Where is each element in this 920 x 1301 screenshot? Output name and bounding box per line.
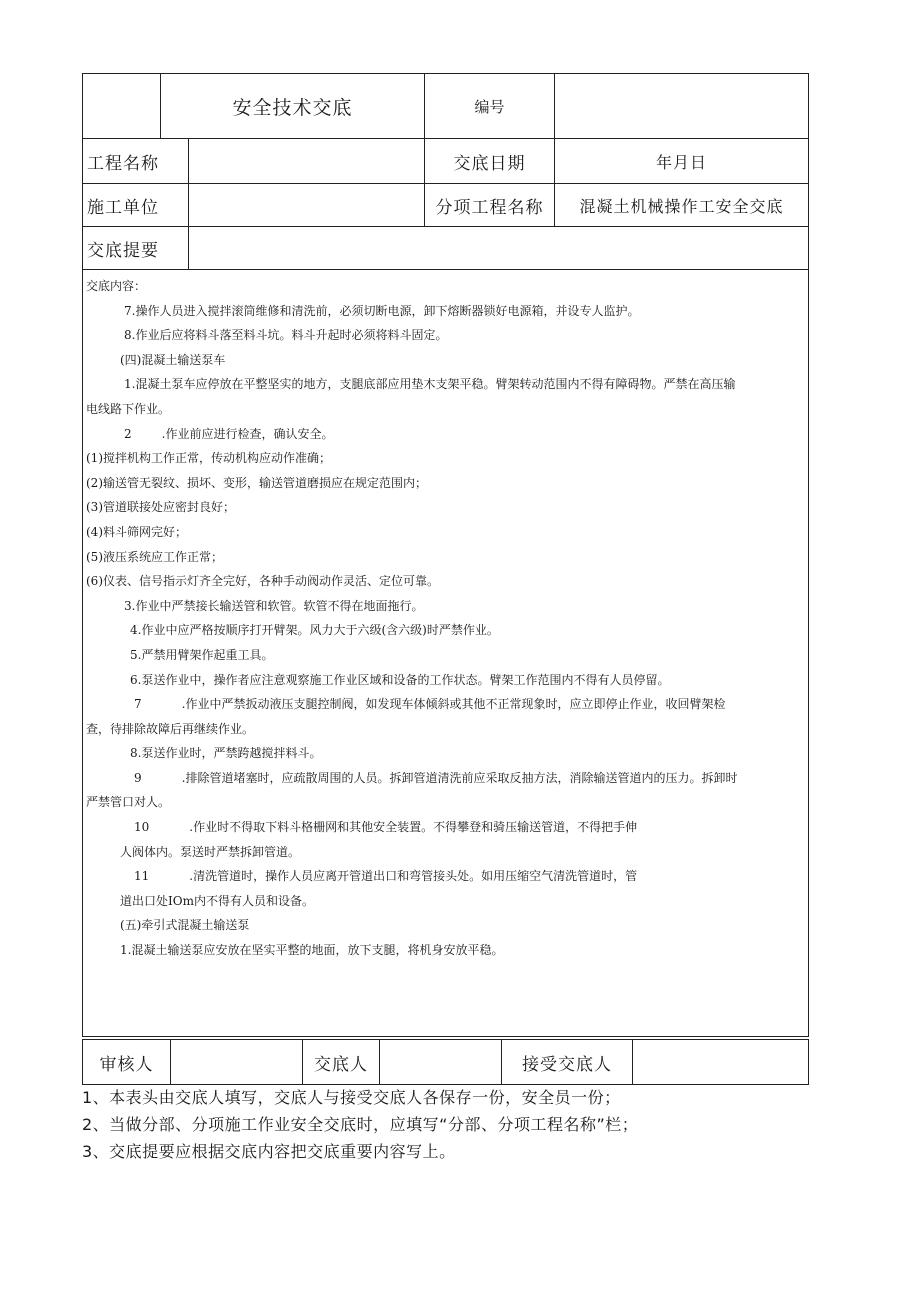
- note-item: 3、交底提要应根据交底内容把交底重要内容写上。: [82, 1142, 456, 1161]
- content-line: (6)仪表、信号指示灯齐全完好，各种手动阀动作灵活、定位可靠。: [86, 574, 440, 589]
- content-heading: 交底内容：: [86, 279, 147, 293]
- presenter-label: 交底人: [303, 1040, 380, 1085]
- item-text: 作业前应进行检查，确认安全。: [165, 426, 334, 441]
- item-text: 作业中严禁扳动液压支腿控制阀，如发现车体倾斜或其他不正常现象时，应立即停止作业，收回臂架检: [185, 697, 726, 712]
- content-line: 5.严禁用臂架作起重工具。: [130, 647, 274, 662]
- content-line: 道出口处IOm内不得有人员和设备。: [120, 893, 314, 908]
- content-line: (4)料斗筛网完好；: [86, 524, 187, 539]
- summary-field[interactable]: [189, 227, 809, 270]
- date-label: 交底日期: [425, 139, 555, 184]
- receiver-field[interactable]: [633, 1040, 809, 1085]
- form-notes: [82, 1084, 638, 1165]
- content-line: 3.作业中严禁接长输送管和软管。软管不得在地面拖行。: [124, 598, 424, 613]
- content-line: (1)搅拌机构工作正常，传动机构应动作准确；: [86, 451, 331, 466]
- content-line: 8.泵送作业时，严禁跨越搅拌料斗。: [130, 746, 322, 761]
- item-number: 11: [134, 869, 150, 884]
- number-field[interactable]: [555, 74, 809, 139]
- item-number: 9: [134, 770, 142, 785]
- project-name-field[interactable]: [189, 139, 425, 184]
- content-line: (5)液压系统应工作正常；: [86, 549, 223, 564]
- section-heading: (五)牵引式混凝土输送泵: [120, 918, 250, 933]
- construction-unit-label: 施工单位: [83, 184, 189, 227]
- construction-unit-field[interactable]: [189, 184, 425, 227]
- content-line: 1.混凝土泵车应停放在平整坚实的地方，支腿底部应用垫木支架平稳。臂架转动范围内不得有障碍物。严禁在高压输: [124, 377, 736, 392]
- content-line: 11 .清洗管道时，操作人员应离开管道出口和弯管接头处。如用压缩空气清洗管道时，管: [134, 869, 638, 884]
- item-text: 排除管道堵塞时，应疏散周围的人员。拆卸管道清洗前应采取反抽方法，消除输送管道内的压力。拆卸时: [185, 770, 738, 785]
- content-line: 7 .作业中严禁扳动液压支腿控制阀，如发现车体倾斜或其他不正常现象时，应立即停止作业，收回臂架检: [134, 697, 726, 712]
- signature-table: [82, 1039, 809, 1085]
- content-line: 9 .排除管道堵塞时，应疏散周围的人员。拆卸管道清洗前应采取反抽方法，消除输送管道内的压力。拆卸时: [134, 770, 738, 785]
- sub-project-label: 分项工程名称: [425, 184, 555, 227]
- item-text: 作业时不得取下料斗格栅网和其他安全装置。不得攀登和骑压输送管道，不得把手伸: [193, 820, 638, 835]
- item-number: 10: [134, 820, 150, 835]
- presenter-field[interactable]: [380, 1040, 502, 1085]
- item-number: 7: [134, 697, 142, 712]
- summary-label: 交底提要: [83, 227, 189, 270]
- briefing-content: [83, 270, 809, 1037]
- project-name-label: 工程名称: [83, 139, 189, 184]
- content-line: 1.混凝土输送泵应安放在坚实平整的地面，放下支腿，将机身安放平稳。: [120, 943, 504, 958]
- content-line: 10 .作业时不得取下料斗格栅网和其他安全装置。不得攀登和骑压输送管道，不得把手伸: [134, 820, 638, 835]
- date-field[interactable]: 年月日: [555, 139, 809, 184]
- content-line: 7.操作人员进入搅拌滚筒维修和清洗前，必须切断电源，卸下熔断器锁好电源箱，并设专人监护。: [124, 303, 640, 318]
- number-label: 编号: [425, 74, 555, 139]
- content-line: 人阀体内。泵送时严禁拆卸管道。: [120, 844, 301, 859]
- safety-briefing-form: [82, 73, 809, 1037]
- content-line: 2 .作业前应进行检查，确认安全。: [124, 426, 334, 441]
- content-line: 4.作业中应严格按顺序打开臂架。风力大于六级(含六级)时严禁作业。: [130, 623, 499, 638]
- reviewer-label: 审核人: [83, 1040, 171, 1085]
- form-title: 安全技术交底: [161, 74, 425, 139]
- content-line: (3)管道联接处应密封良好；: [86, 500, 235, 515]
- header-blank-cell: [83, 74, 161, 139]
- receiver-label: 接受交底人: [502, 1040, 633, 1085]
- note-item: 1、本表头由交底人填写，交底人与接受交底人各保存一份，安全员一份；: [82, 1088, 621, 1107]
- section-heading: (四)混凝土输送泵车: [120, 352, 226, 367]
- content-line: 6.泵送作业中，操作者应注意观察施工作业区域和设备的工作状态。臂架工作范围内不得有人员停留。: [130, 672, 670, 687]
- note-item: 2、当做分部、分项施工作业安全交底时，应填写“分部、分项工程名称”栏；: [82, 1115, 639, 1134]
- content-line: 电线路下作业。: [86, 401, 171, 416]
- reviewer-field[interactable]: [171, 1040, 303, 1085]
- item-text: 清洗管道时，操作人员应离开管道出口和弯管接头处。如用压缩空气清洗管道时，管: [193, 869, 638, 884]
- content-line: 严禁管口对人。: [86, 795, 171, 810]
- sub-project-field[interactable]: 混凝土机械操作工安全交底: [555, 184, 809, 227]
- content-line: (2)输送管无裂纹、损坏、变形，输送管道磨损应在规定范围内；: [86, 475, 428, 490]
- content-line: 查，待排除故障后再继续作业。: [86, 721, 255, 736]
- content-line: 8.作业后应将料斗落至料斗坑。料斗升起时必须将料斗固定。: [124, 328, 448, 343]
- item-number: 2: [124, 426, 132, 441]
